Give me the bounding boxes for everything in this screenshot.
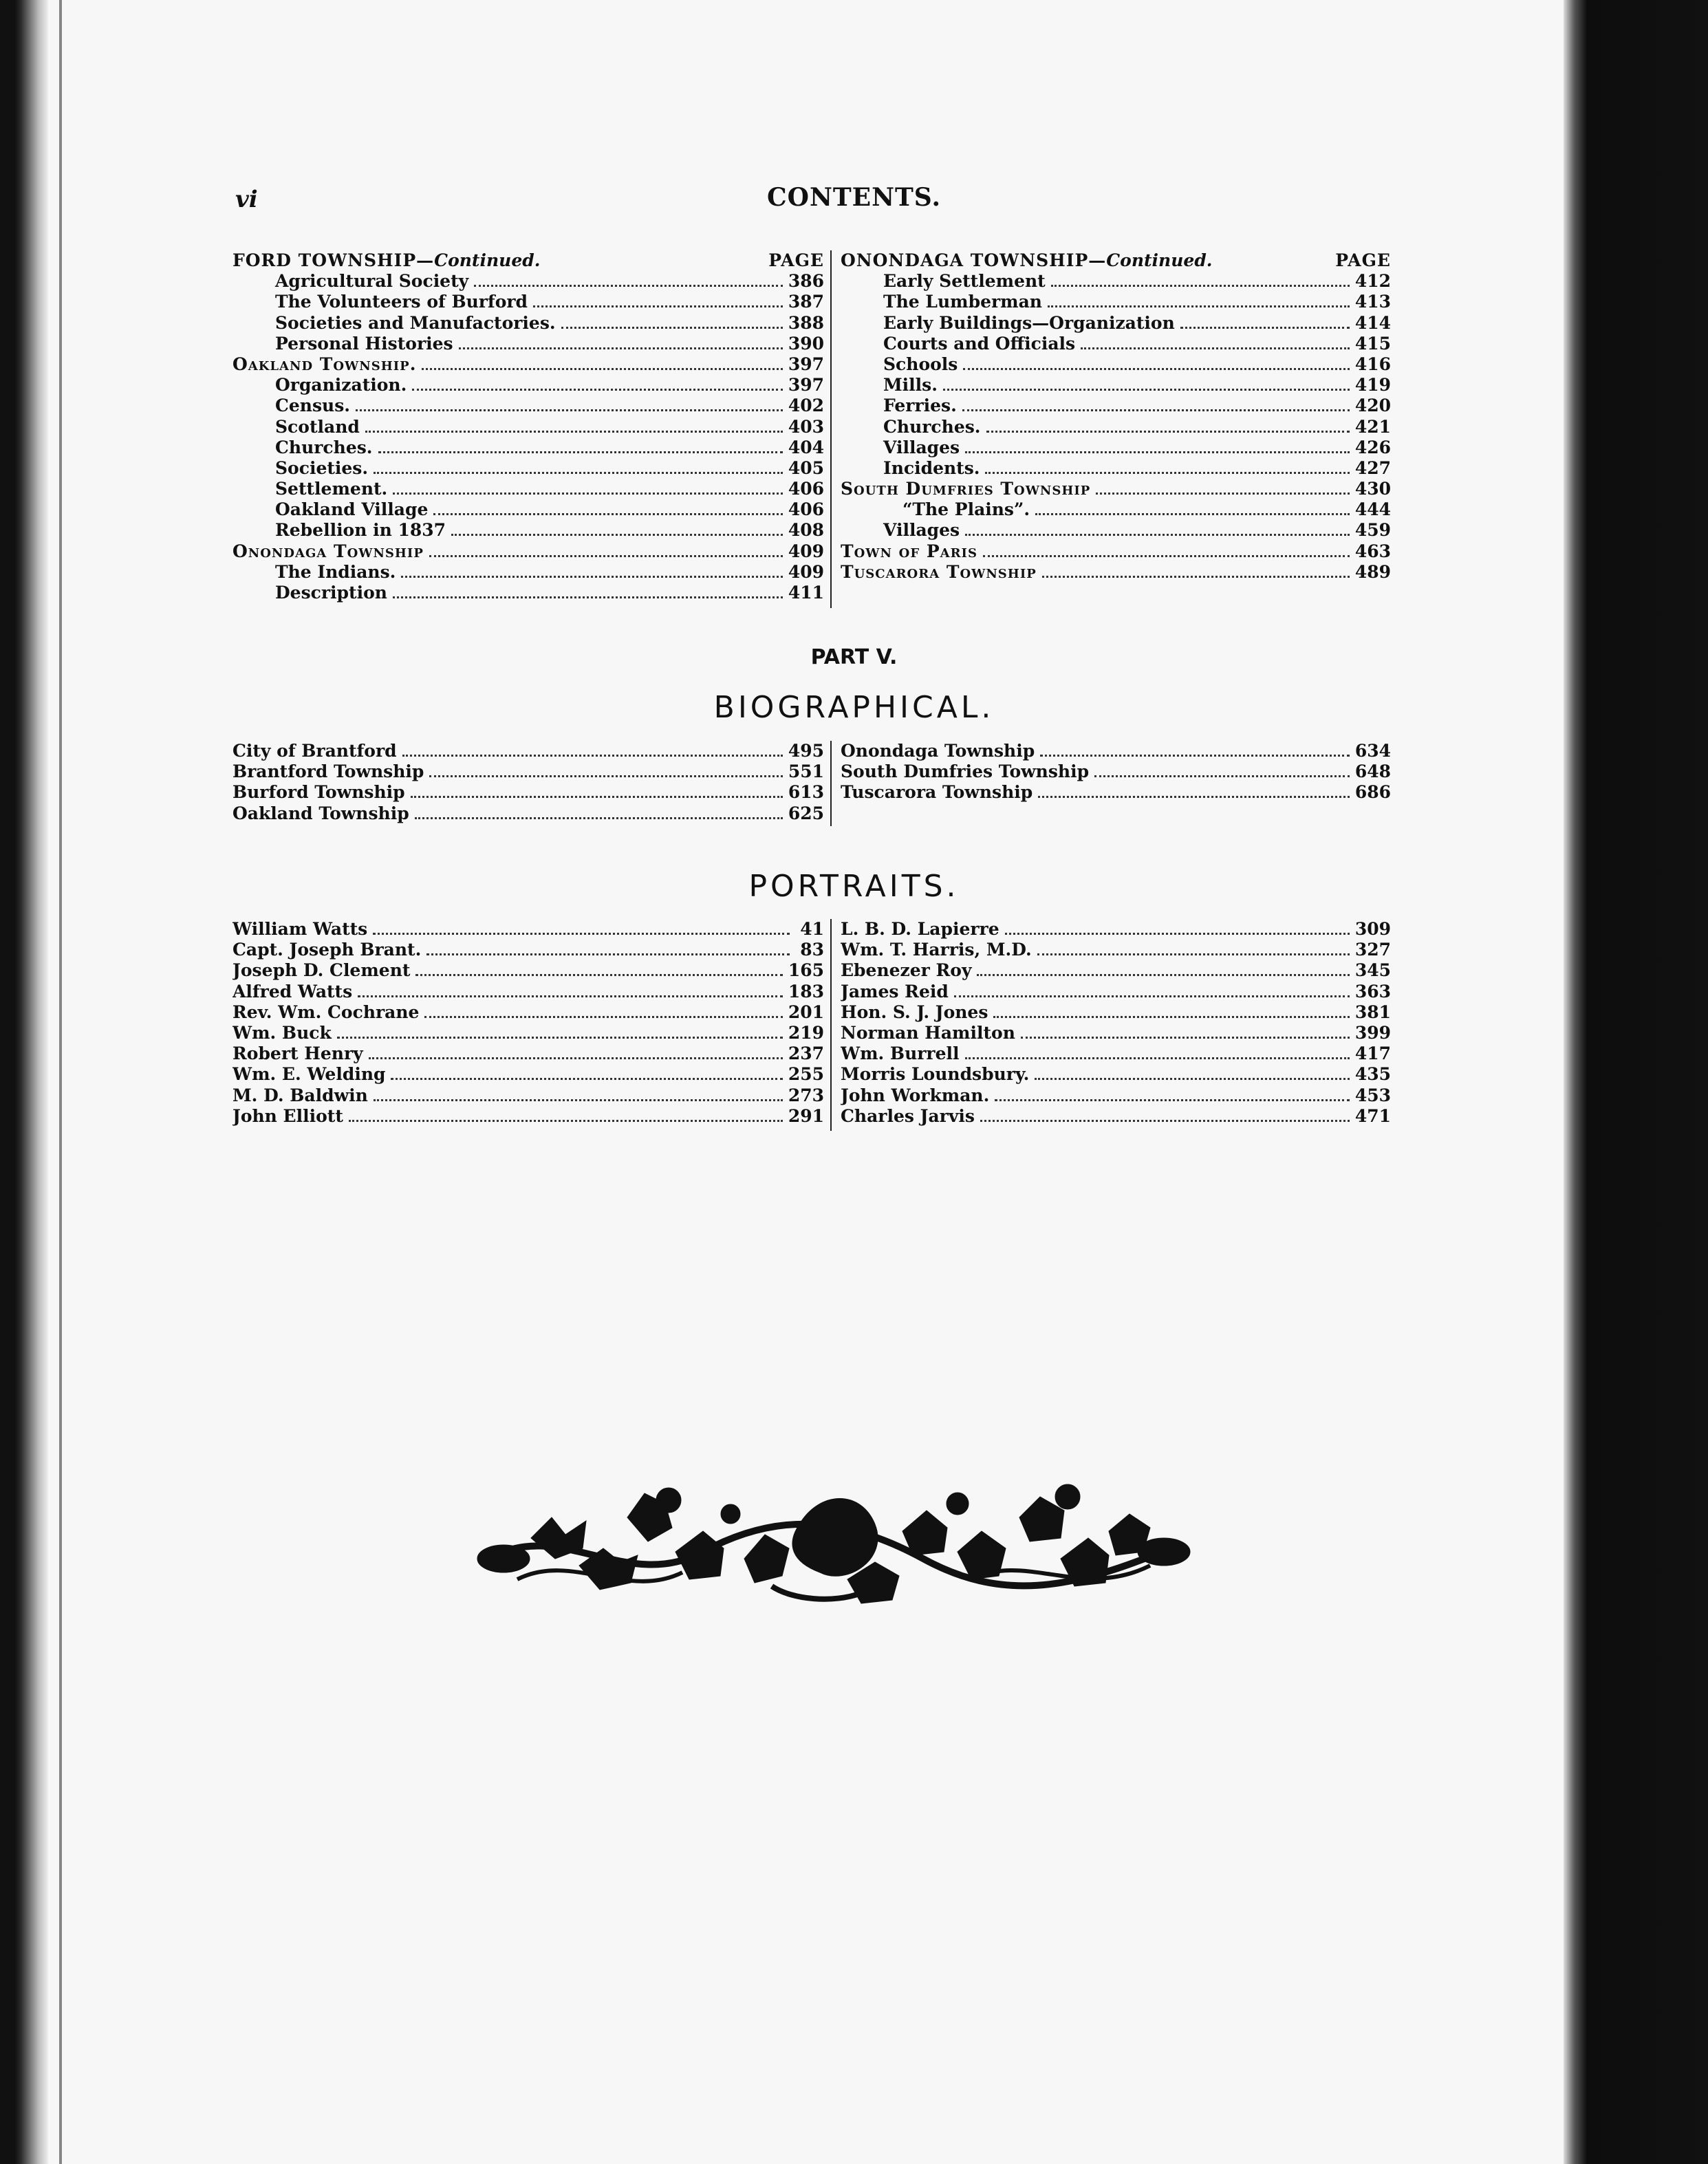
dot-leader	[1096, 493, 1349, 495]
entry-title: Mills.	[883, 375, 938, 396]
entry-title: The Lumberman	[883, 292, 1042, 312]
entry-title: Early Buildings—Organization	[883, 312, 1175, 333]
part-heading: PART V.	[810, 645, 898, 669]
entry-page-number: 634	[1354, 741, 1391, 761]
scan-edge-right	[1564, 0, 1708, 2164]
entry-title: Charles Jarvis	[841, 1105, 975, 1126]
toc-entry	[233, 1023, 824, 1043]
toc-entry	[233, 741, 824, 761]
entry-title: James Reid	[841, 981, 949, 1002]
entry-page-number: 453	[1354, 1085, 1391, 1105]
entry-title: The Volunteers of Burford	[275, 292, 528, 312]
dot-leader	[1021, 1037, 1350, 1039]
toc-entry	[841, 562, 1391, 583]
column-divider	[830, 250, 832, 608]
entry-title: L. B. D. Lapierre	[841, 919, 999, 939]
entry-page-number: 416	[1354, 354, 1391, 374]
toc-entry	[841, 520, 1391, 541]
entry-title: Alfred Watts	[233, 981, 353, 1002]
column-divider	[830, 741, 832, 826]
entry-title: Oakland Township	[233, 803, 409, 823]
toc-entry	[841, 271, 1391, 292]
dot-leader	[977, 974, 1349, 976]
entry-page-number: 404	[788, 437, 824, 457]
entry-title: Town of Paris	[841, 541, 977, 561]
entry-page-number: 613	[788, 782, 824, 803]
dot-leader	[1005, 933, 1350, 935]
entry-page-number: 625	[788, 803, 824, 823]
entry-page-number: 495	[788, 741, 824, 761]
entry-page-number: 406	[788, 499, 824, 520]
entry-title: Ferries.	[883, 396, 957, 416]
header-continued: Continued.	[434, 250, 541, 270]
entry-title: Capt. Joseph Brant.	[233, 940, 422, 960]
portraits-right-list	[841, 919, 1391, 1127]
dot-leader	[411, 796, 783, 798]
entry-title: City of Brantford	[233, 741, 397, 761]
dot-leader	[433, 513, 782, 515]
entry-title: Organization.	[275, 375, 407, 396]
entry-title: Tuscarora Township	[841, 782, 1033, 803]
entry-page-number: 41	[800, 919, 824, 939]
biographical-left-list	[233, 741, 824, 824]
dot-leader	[1040, 755, 1350, 757]
entry-page-number: 411	[788, 583, 824, 603]
entry-title: Ebenezer Roy	[841, 960, 972, 981]
entry-title: South Dumfries Township	[841, 479, 1091, 499]
toc-entry	[233, 1085, 824, 1106]
entry-page-number: 414	[1354, 312, 1391, 333]
dot-leader	[965, 451, 1350, 453]
toc-entry	[841, 960, 1391, 981]
entry-page-number: 419	[1354, 375, 1391, 396]
dot-leader	[378, 451, 783, 453]
dot-leader	[451, 534, 783, 536]
entry-page-number: 237	[788, 1043, 824, 1064]
dot-leader	[561, 327, 783, 329]
entry-page-number: 183	[788, 981, 824, 1002]
entry-page-number: 165	[788, 960, 824, 981]
entry-page-number: 381	[1354, 1002, 1391, 1022]
toc-entry	[841, 1043, 1391, 1064]
entry-page-number: 408	[788, 520, 824, 541]
entry-page-number: 489	[1354, 561, 1391, 582]
toc-entry	[841, 940, 1391, 960]
toc-entry	[841, 354, 1391, 375]
entry-page-number: 345	[1354, 960, 1391, 981]
entry-title: Oakland Township.	[233, 354, 417, 374]
toc-entry	[233, 417, 824, 437]
entry-page-number: 409	[788, 561, 824, 582]
entry-title: Courts and Officials	[883, 333, 1076, 354]
toc-entry	[841, 919, 1391, 940]
entry-page-number: 409	[788, 541, 824, 561]
page-column-label: PAGE	[1335, 250, 1391, 270]
entry-page-number: 387	[788, 292, 824, 312]
dot-leader	[358, 995, 783, 997]
toc-entry	[233, 982, 824, 1002]
entry-page-number: 309	[1354, 919, 1391, 939]
dot-leader	[415, 974, 782, 976]
toc-entry	[233, 1064, 824, 1085]
portraits-left-list	[233, 919, 824, 1127]
entry-title: Norman Hamilton	[841, 1022, 1015, 1043]
toc-entry	[841, 741, 1391, 761]
toc-entry	[233, 803, 824, 824]
dot-leader	[1051, 285, 1350, 287]
toc-entry	[841, 1023, 1391, 1043]
contents-right-column	[841, 250, 1391, 583]
dot-leader	[1180, 327, 1350, 329]
dot-leader	[1035, 513, 1350, 515]
entry-page-number: 435	[1354, 1064, 1391, 1085]
page-title: CONTENTS.	[766, 183, 942, 212]
toc-entry	[841, 1064, 1391, 1085]
portraits-heading: PORTRAITS.	[748, 869, 960, 904]
dot-leader	[374, 1099, 783, 1101]
entry-title: Tuscarora Township	[841, 561, 1037, 582]
entry-page-number: 201	[788, 1002, 824, 1022]
entry-page-number: 255	[788, 1064, 824, 1085]
entry-page-number: 273	[788, 1085, 824, 1105]
column-divider	[830, 919, 832, 1131]
dot-leader	[426, 953, 790, 955]
contents-left-list	[233, 271, 824, 603]
dot-leader	[965, 1057, 1350, 1059]
toc-entry	[233, 1043, 824, 1064]
entry-page-number: 399	[1354, 1022, 1391, 1043]
dot-leader	[995, 1099, 1350, 1101]
toc-entry	[233, 919, 824, 940]
entry-title: Brantford Township	[233, 761, 424, 782]
entry-page-number: 686	[1354, 782, 1391, 803]
toc-entry	[841, 499, 1391, 520]
entry-title: Villages	[883, 520, 960, 541]
toc-entry	[233, 354, 824, 375]
toc-entry	[841, 1085, 1391, 1106]
dot-leader	[962, 409, 1350, 411]
toc-entry	[233, 1002, 824, 1023]
dot-leader	[983, 555, 1350, 557]
dot-leader	[1094, 775, 1350, 777]
entry-title: Early Settlement	[883, 271, 1046, 292]
contents-left-header	[233, 250, 824, 271]
dot-leader	[1048, 305, 1350, 307]
entry-title: John Elliott	[233, 1105, 343, 1126]
entry-page-number: 420	[1354, 396, 1391, 416]
header-continued: Continued.	[1106, 250, 1213, 270]
dot-leader	[985, 472, 1349, 474]
entry-title: Burford Township	[233, 782, 405, 803]
header-section: ONONDAGA TOWNSHIP—	[841, 250, 1107, 270]
dot-leader	[356, 409, 783, 411]
dot-leader	[422, 368, 782, 370]
dot-leader	[412, 389, 783, 391]
entry-page-number: 444	[1354, 499, 1391, 520]
toc-entry	[841, 458, 1391, 479]
entry-page-number: 412	[1354, 271, 1391, 292]
dot-leader	[401, 576, 782, 578]
entry-title: Oakland Village	[275, 499, 429, 520]
entry-page-number: 83	[800, 940, 824, 960]
toc-entry	[233, 292, 824, 312]
dot-leader	[1037, 953, 1350, 955]
contents-right-list	[841, 271, 1391, 583]
dot-leader	[393, 596, 783, 598]
dot-leader	[474, 285, 783, 287]
contents-left-column	[233, 250, 824, 603]
entry-title: Settlement.	[275, 479, 388, 499]
entry-title: Personal Histories	[275, 333, 453, 354]
entry-title: Rebellion in 1837	[275, 520, 446, 541]
entry-title: John Workman.	[841, 1085, 990, 1105]
entry-title: Incidents.	[883, 457, 980, 478]
toc-entry	[233, 313, 824, 334]
dot-leader	[954, 995, 1350, 997]
scan-edge-left	[0, 0, 48, 2164]
entry-page-number: 430	[1354, 479, 1391, 499]
toc-entry	[841, 417, 1391, 437]
dot-leader	[963, 368, 1349, 370]
toc-entry	[841, 313, 1391, 334]
toc-entry	[841, 1002, 1391, 1023]
entry-title: M. D. Baldwin	[233, 1085, 368, 1105]
entry-title: Rev. Wm. Cochrane	[233, 1002, 420, 1022]
entry-title: Wm. Burrell	[841, 1043, 960, 1064]
entry-title: Societies.	[275, 457, 369, 478]
toc-entry	[233, 499, 824, 520]
toc-entry	[841, 761, 1391, 782]
page-column-label: PAGE	[768, 250, 824, 270]
entry-title: Joseph D. Clement	[233, 960, 411, 981]
entry-page-number: 363	[1354, 981, 1391, 1002]
dot-leader	[402, 755, 783, 757]
entry-title: Churches.	[275, 437, 373, 457]
entry-title: Census.	[275, 396, 351, 416]
entry-title: Schools	[883, 354, 958, 374]
dot-leader	[393, 493, 783, 495]
toc-entry	[841, 375, 1391, 396]
entry-page-number: 413	[1354, 292, 1391, 312]
toc-entry	[233, 761, 824, 782]
dot-leader	[429, 775, 782, 777]
entry-page-number: 390	[788, 333, 824, 354]
entry-page-number: 397	[788, 375, 824, 396]
dot-leader	[415, 817, 783, 819]
toc-entry	[233, 1106, 824, 1127]
entry-title: Scotland	[275, 416, 360, 437]
entry-page-number: 471	[1354, 1105, 1391, 1126]
entry-page-number: 291	[788, 1105, 824, 1126]
entry-page-number: 219	[788, 1022, 824, 1043]
entry-title: Description	[275, 583, 387, 603]
toc-entry	[233, 562, 824, 583]
entry-title: Agricultural Society	[275, 271, 469, 292]
entry-title: “The Plains”.	[902, 499, 1030, 520]
entry-title: Wm. E. Welding	[233, 1064, 386, 1085]
entry-title: Societies and Manufactories.	[275, 312, 556, 333]
dot-leader	[986, 431, 1350, 433]
entry-page-number: 421	[1354, 416, 1391, 437]
entry-page-number: 459	[1354, 520, 1391, 541]
toc-entry	[233, 541, 824, 562]
toc-entry	[233, 782, 824, 803]
toc-entry	[841, 437, 1391, 458]
entry-page-number: 648	[1354, 761, 1391, 782]
dot-leader	[943, 389, 1350, 391]
entry-title: Hon. S. J. Jones	[841, 1002, 988, 1022]
toc-entry	[841, 479, 1391, 499]
entry-title: William Watts	[233, 919, 368, 939]
biographical-heading: BIOGRAPHICAL.	[713, 690, 995, 725]
entry-page-number: 327	[1354, 940, 1391, 960]
dot-leader	[391, 1078, 782, 1080]
entry-page-number: 402	[788, 396, 824, 416]
entry-page-number: 427	[1354, 457, 1391, 478]
toc-entry	[233, 940, 824, 960]
dot-leader	[993, 1016, 1349, 1018]
floral-vine-ornament-icon	[476, 1476, 1191, 1614]
entry-title: Morris Loundsbury.	[841, 1064, 1030, 1085]
toc-entry	[233, 583, 824, 603]
toc-entry	[233, 520, 824, 541]
page-number: vi	[235, 186, 258, 213]
entry-title: Wm. Buck	[233, 1022, 332, 1043]
toc-entry	[841, 396, 1391, 416]
toc-entry	[233, 960, 824, 981]
contents-right-header	[841, 250, 1391, 271]
entry-page-number: 386	[788, 271, 824, 292]
toc-entry	[233, 375, 824, 396]
entry-page-number: 426	[1354, 437, 1391, 457]
dot-leader	[1081, 347, 1350, 349]
entry-page-number: 397	[788, 354, 824, 374]
toc-entry	[841, 982, 1391, 1002]
entry-title: Churches.	[883, 416, 981, 437]
header-section: FORD TOWNSHIP—	[233, 250, 435, 270]
entry-page-number: 403	[788, 416, 824, 437]
entry-page-number: 417	[1354, 1043, 1391, 1064]
entry-page-number: 463	[1354, 541, 1391, 561]
dot-leader	[374, 472, 783, 474]
dot-leader	[424, 1016, 782, 1018]
biographical-right-list	[841, 741, 1391, 803]
dot-leader	[369, 1057, 783, 1059]
toc-entry	[233, 458, 824, 479]
dot-leader	[533, 305, 783, 307]
dot-leader	[373, 933, 790, 935]
toc-entry	[841, 541, 1391, 562]
toc-entry	[233, 437, 824, 458]
entry-title: Wm. T. Harris, M.D.	[841, 940, 1032, 960]
dot-leader	[365, 431, 783, 433]
toc-entry	[841, 334, 1391, 354]
entry-page-number: 388	[788, 312, 824, 333]
dot-leader	[459, 347, 783, 349]
entry-title: Onondaga Township	[841, 741, 1035, 761]
dot-leader	[349, 1120, 783, 1122]
toc-entry	[233, 479, 824, 499]
toc-entry	[841, 1106, 1391, 1127]
entry-page-number: 551	[788, 761, 824, 782]
toc-entry	[233, 334, 824, 354]
dot-leader	[980, 1120, 1350, 1122]
dot-leader	[429, 555, 783, 557]
dot-leader	[1042, 576, 1350, 578]
toc-entry	[841, 782, 1391, 803]
dot-leader	[1038, 796, 1350, 798]
entry-page-number: 415	[1354, 333, 1391, 354]
toc-entry	[233, 396, 824, 416]
toc-entry	[841, 292, 1391, 312]
entry-page-number: 405	[788, 457, 824, 478]
toc-entry	[233, 271, 824, 292]
entry-page-number: 406	[788, 479, 824, 499]
dot-leader	[965, 534, 1350, 536]
entry-title: Onondaga Township	[233, 541, 424, 561]
scan-edge-line	[59, 0, 62, 2164]
entry-title: South Dumfries Township	[841, 761, 1090, 782]
entry-title: The Indians.	[275, 561, 396, 582]
dot-leader	[1035, 1078, 1349, 1080]
entry-title: Villages	[883, 437, 960, 457]
entry-title: Robert Henry	[233, 1043, 363, 1064]
dot-leader	[337, 1037, 783, 1039]
